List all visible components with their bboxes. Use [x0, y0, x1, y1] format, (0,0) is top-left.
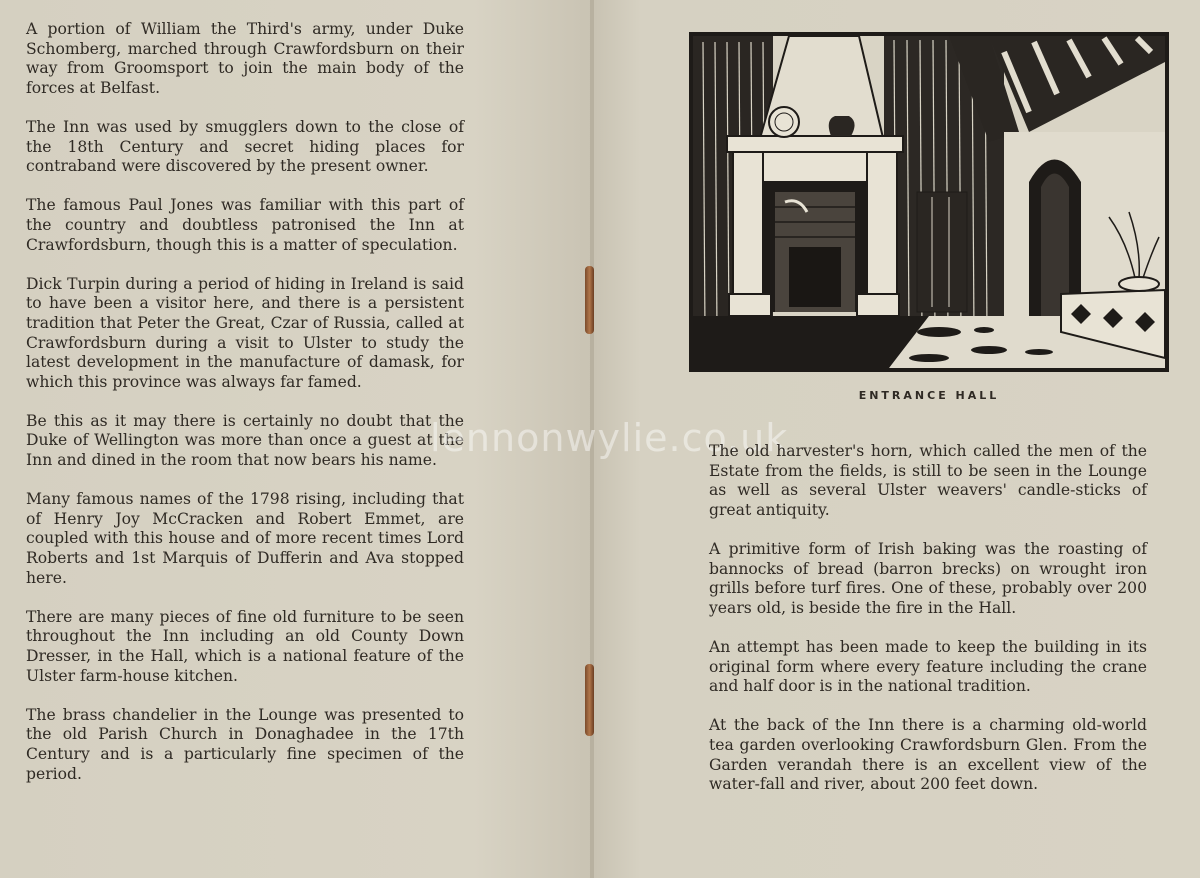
left-text-column [26, 20, 464, 804]
paragraph: The Inn was used by smugglers down to the close of the 18th Century and secret hiding places for contraband were discovered by the present owner. [26, 117, 464, 176]
staple-bottom [585, 664, 594, 736]
illustration-caption: ENTRANCE HALL [858, 389, 1000, 402]
paragraph: Be this as it may there is certainly no doubt that the Duke of Wellington was more than once a guest at the Inn and dined in the room that now bears his name. [26, 411, 464, 470]
paragraph: Many famous names of the 1798 rising, including that of Henry Joy McCracken and Robert Emmet, are coupled with this house and of more recent times Lord Roberts and 1st Marquis of Dufferin and Ava stopped here. [26, 490, 464, 587]
paragraph: The famous Paul Jones was familiar with this part of the country and doubtless patronised the Inn at Crawfordsburn, though this is a matter of speculation. [26, 196, 464, 254]
paragraph: A primitive form of Irish baking was the roasting of bannocks of bread (barron brecks) on wrought iron grills before turf fires. One of these, probably over 200 years old, is beside the fire in the Hall. [709, 539, 1147, 617]
paragraph: There are many pieces of fine old furniture to be seen throughout the Inn including an old County Down Dresser, in the Hall, which is a national feature of the Ulster farm-house kitchen. [26, 607, 464, 685]
entrance-hall-illustration [689, 32, 1169, 372]
paragraph: The brass chandelier in the Lounge was presented to the old Parish Church in Donaghadee in the 17th Century and is a particularly fine specimen of the period. [26, 705, 464, 783]
watermark: lennonwylie.co.uk [430, 416, 789, 460]
paragraph: A portion of William the Third's army, under Duke Schomberg, marched through Crawfordsburn on their way from Groomsport to join the main body of the forces at Belfast. [26, 20, 464, 97]
right-text-column [709, 442, 1147, 814]
paragraph: The old harvester's horn, which called the men of the Estate from the fields, is still to be seen in the Lounge as well as several Ulster weavers' candle-sticks of great antiquity. [709, 442, 1147, 519]
paragraph: An attempt has been made to keep the building in its original form where every feature including the crane and half door is in the national tradition. [709, 637, 1147, 696]
paragraph: At the back of the Inn there is a charming old-world tea garden overlooking Crawfordsburn Glen. From the Garden verandah there is an excellent view of the water-fall and river, about 200 feet down. [709, 716, 1147, 794]
paragraph: Dick Turpin during a period of hiding in Ireland is said to have been a visitor here, and there is a persistent tradition that Peter the Great, Czar of Russia, called at Crawfordsburn during a visit to Ulster to study the latest development in the manufacture of damask, for which this province was always far famed. [26, 274, 464, 391]
staple-top [585, 266, 594, 334]
